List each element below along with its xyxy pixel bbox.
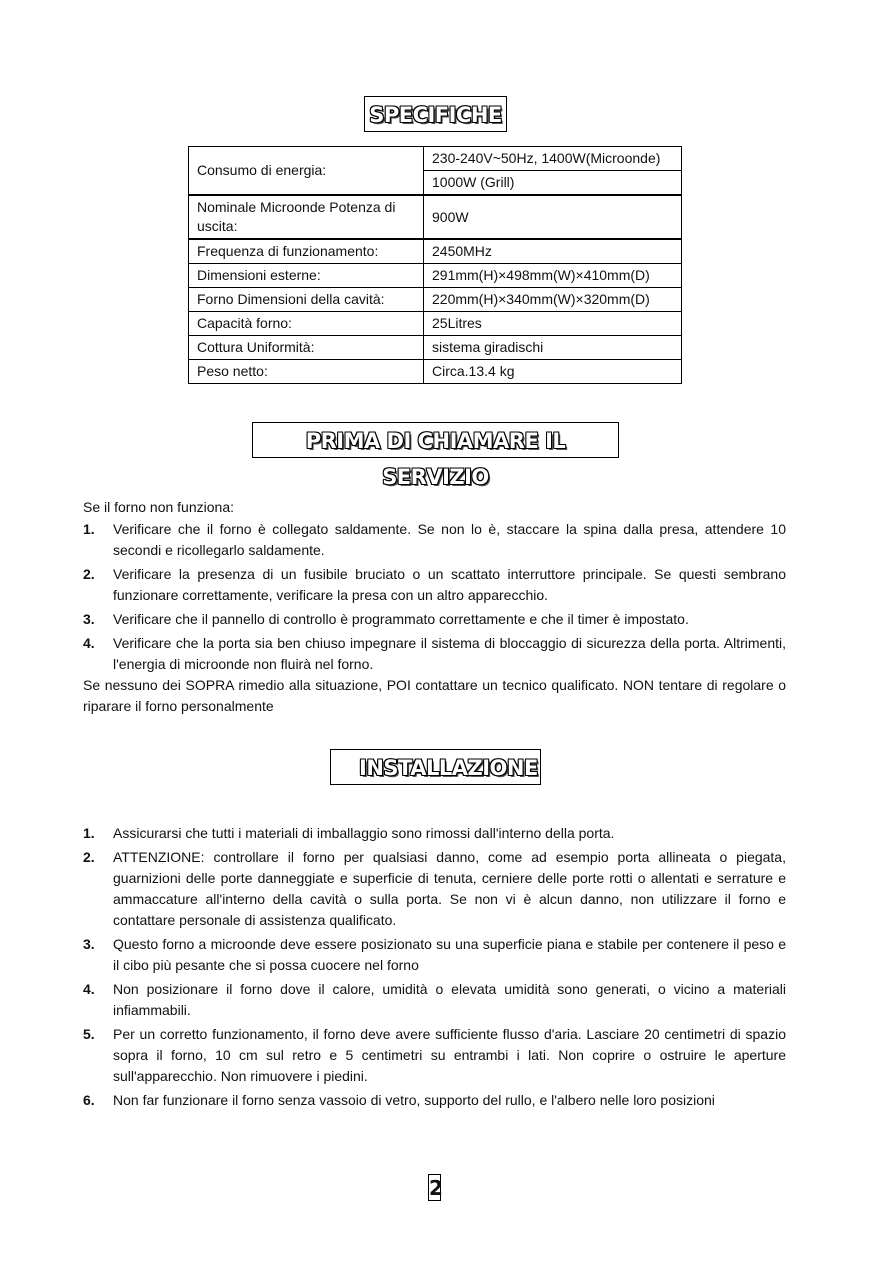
spec-value: 900W <box>424 195 682 239</box>
list-item <box>83 519 786 561</box>
spec-value: 25Litres <box>424 312 682 336</box>
service-outro: Se nessuno dei SOPRA rimedio alla situazione, POI contattare un tecnico qualificato. NON tentare di regolare o riparare il forno personalmente <box>83 677 786 714</box>
table-row <box>189 336 682 360</box>
item-number: 2. <box>83 849 95 865</box>
item-text: Per un corretto funzionamento, il forno deve avere sufficiente flusso d'aria. Lasciare 20 centimetri di spazio sopra il forno, 10 cm sul retro e 5 centimetri su entrambi i lati. Non coprire o ostruire le aperture sull'apparecchio. Non rimuovere i piedini. <box>113 1026 786 1084</box>
spec-value: Circa.13.4 kg <box>424 360 682 384</box>
item-number: 3. <box>83 936 95 952</box>
spec-label: Cottura Uniformità: <box>189 336 424 360</box>
page-number: 2 <box>429 1176 443 1200</box>
table-row <box>189 195 682 239</box>
item-text: Verificare che la porta sia ben chiuso impegnare il sistema di bloccaggio di sicurezza della porta. Altrimenti, l'energia di microonde non fluirà nel forno. <box>113 635 786 672</box>
service-checklist <box>83 519 786 678</box>
spec-value: 230-240V~50Hz, 1400W(Microonde) <box>424 147 682 171</box>
table-row <box>189 239 682 264</box>
spec-value: 2450MHz <box>424 239 682 264</box>
spec-label: Consumo di energia: <box>189 147 424 196</box>
spec-value: 1000W (Grill) <box>424 171 682 196</box>
table-row <box>189 360 682 384</box>
spec-label: Dimensioni esterne: <box>189 264 424 288</box>
item-text: Verificare che il pannello di controllo è programmato correttamente e che il timer è impostato. <box>113 611 689 627</box>
item-text: Questo forno a microonde deve essere posizionato su una superficie piana e stabile per contenere il peso e il cibo più pesante che si possa cuocere nel forno <box>113 936 786 973</box>
list-item <box>83 609 786 630</box>
item-text: Verificare che il forno è collegato saldamente. Se non lo è, staccare la spina dalla presa, attendere 10 secondi e ricollegarlo saldamente. <box>113 521 786 558</box>
item-number: 2. <box>83 566 95 582</box>
spec-label: Capacità forno: <box>189 312 424 336</box>
installation-list <box>83 823 786 1114</box>
service-section-title: PRIMA DI CHIAMARE IL SERVIZIO <box>252 422 619 458</box>
spec-label: Peso netto: <box>189 360 424 384</box>
list-item <box>83 934 786 976</box>
list-item <box>83 633 786 675</box>
item-text: Verificare la presenza di un fusibile bruciato o un scattato interruttore principale. Se questi sembrano funzionare correttamente, verificare la presa con un altro apparecchio. <box>113 566 786 603</box>
item-text: Non far funzionare il forno senza vassoio di vetro, supporto del rullo, e l'albero nelle loro posizioni <box>113 1092 715 1108</box>
item-number: 3. <box>83 611 95 627</box>
table-row <box>189 312 682 336</box>
specifications-title: SPECIFICHE <box>364 96 507 132</box>
spec-value: 291mm(H)×498mm(W)×410mm(D) <box>424 264 682 288</box>
service-intro: Se il forno non funziona: <box>83 499 234 515</box>
list-item <box>83 823 786 844</box>
list-item <box>83 1024 786 1087</box>
item-text: Non posizionare il forno dove il calore, umidità o elevata umidità sono generati, o vicino a materiali infiammabili. <box>113 981 786 1018</box>
spec-label: Nominale Microonde Potenza di uscita: <box>189 195 424 239</box>
installation-title: INSTALLAZIONE <box>330 749 541 785</box>
spec-label: Forno Dimensioni della cavità: <box>189 288 424 312</box>
list-item <box>83 1090 786 1111</box>
item-number: 4. <box>83 981 95 997</box>
list-item <box>83 564 786 606</box>
specifications-table <box>188 146 682 384</box>
table-row <box>189 147 682 171</box>
item-number: 1. <box>83 521 95 537</box>
item-text: ATTENZIONE: controllare il forno per qualsiasi danno, come ad esempio porta allineata o piegata, guarnizioni delle porte danneggiate e superficie di tenuta, cerniere delle porte rotti o allentati e serrature e ammaccature all'interno della cavità o sulla porta. Se non vi è alcun danno, non utilizzare il forno e contattare personale di assistenza qualificato. <box>113 849 786 928</box>
table-row <box>189 288 682 312</box>
list-item <box>83 847 786 931</box>
table-row <box>189 264 682 288</box>
spec-value: sistema giradischi <box>424 336 682 360</box>
spec-value: 220mm(H)×340mm(W)×320mm(D) <box>424 288 682 312</box>
item-number: 1. <box>83 825 95 841</box>
spec-label: Frequenza di funzionamento: <box>189 239 424 264</box>
item-number: 5. <box>83 1026 95 1042</box>
item-number: 4. <box>83 635 95 651</box>
list-item <box>83 979 786 1021</box>
item-number: 6. <box>83 1092 95 1108</box>
item-text: Assicurarsi che tutti i materiali di imballaggio sono rimossi dall'interno della porta. <box>113 825 615 841</box>
